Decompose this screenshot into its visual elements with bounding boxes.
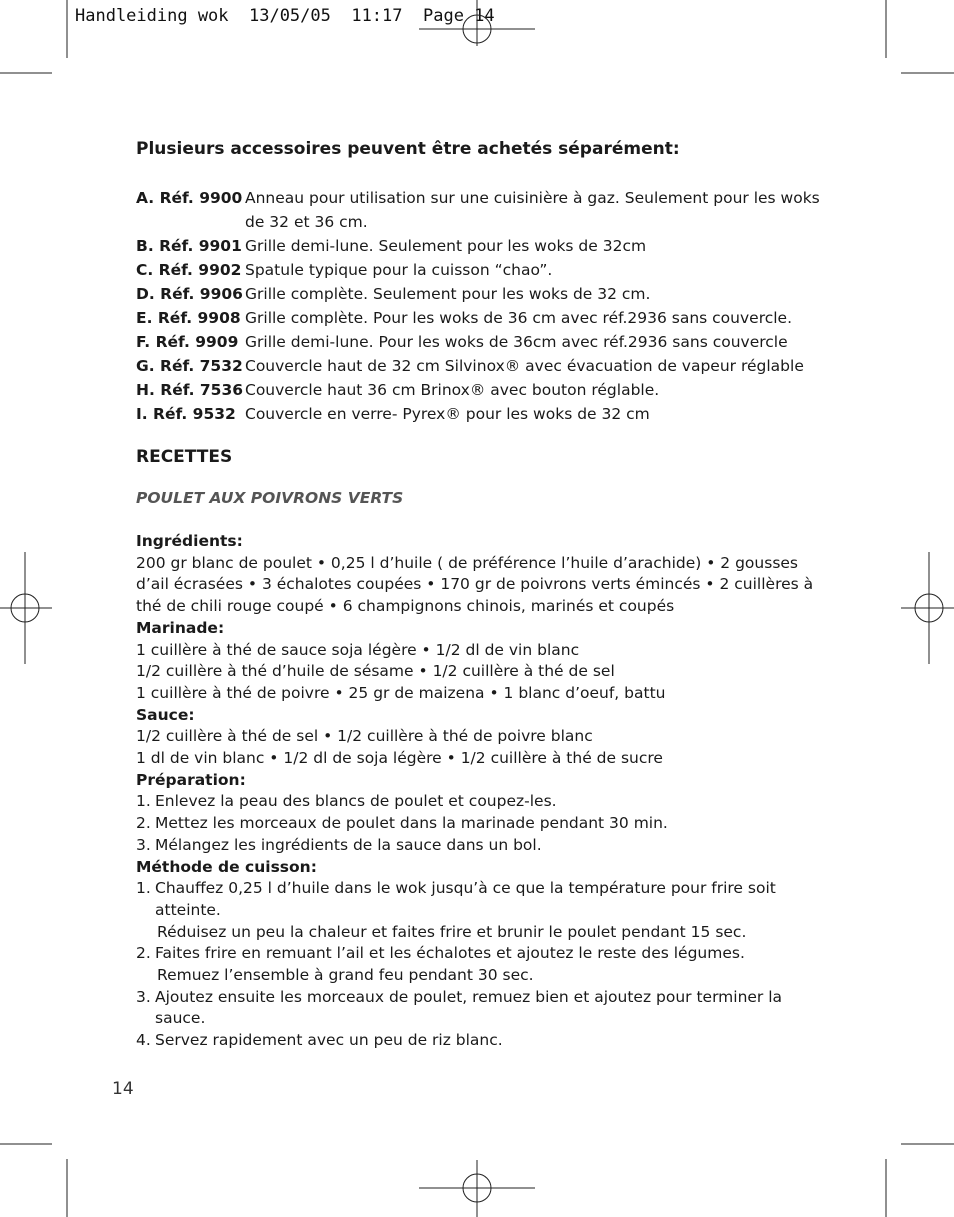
accessory-desc: Spatule typique pour la cuisson “chao”. — [245, 261, 553, 279]
accessories-heading: Plusieurs accessoires peuvent être achetés séparément: — [136, 139, 680, 159]
sauce-line: 1 dl de vin blanc • 1/2 dl de soja légère • 1/2 cuillère à thé de sucre — [136, 749, 663, 768]
accessory-desc: Grille complète. Seulement pour les woks de 32 cm. — [245, 285, 651, 303]
accessory-row — [136, 258, 826, 282]
accessory-desc: Couvercle en verre- Pyrex® pour les woks de 32 cm — [245, 405, 650, 423]
method-step: 3. Ajoutez ensuite les morceaux de poulet, remuez bien et ajoutez pour terminer la sauce. — [136, 987, 783, 1028]
method-step: 2. Faites frire en remuant l’ail et les échalotes et ajoutez le reste des légumes. — [136, 944, 745, 963]
preparation-step: 3. Mélangez les ingrédients de la sauce dans un bol. — [136, 835, 542, 854]
accessory-row — [136, 306, 826, 330]
preparation-label: Préparation: — [136, 770, 246, 789]
method-step-note: Remuez l’ensemble à grand feu pendant 30 sec. — [157, 966, 534, 985]
ingredients-line: 200 gr blanc de poulet • 0,25 l d’huile ( de préférence l’huile d’arachide) • 2 gousses — [136, 553, 799, 572]
preparation-step: 1. Enlevez la peau des blancs de poulet et coupez-les. — [136, 792, 557, 811]
marinade-line: 1 cuillère à thé de sauce soja légère • 1/2 dl de vin blanc — [136, 640, 580, 659]
method-step-note: Réduisez un peu la chaleur et faites frire et brunir le poulet pendant 15 sec. — [157, 922, 747, 941]
page-number: 14 — [112, 1079, 134, 1099]
recipes-heading: RECETTES — [136, 447, 233, 467]
accessory-ref: D. Réf. 9906 — [136, 285, 243, 303]
accessory-desc: Grille demi-lune. Pour les woks de 36cm avec réf.2936 sans couvercle — [245, 333, 788, 351]
accessory-row — [136, 402, 826, 426]
method-label: Méthode de cuisson: — [136, 857, 317, 876]
accessory-ref: H. Réf. 7536 — [136, 381, 244, 399]
accessory-row — [136, 354, 826, 378]
sauce-label: Sauce: — [136, 705, 195, 724]
marinade-label: Marinade: — [136, 618, 225, 637]
accessory-row — [136, 186, 826, 234]
ingredients-line: d’ail écrasées • 3 échalotes coupées • 170 gr de poivrons verts émincés • 2 cuillères à — [136, 575, 814, 594]
accessory-ref: E. Réf. 9908 — [136, 309, 241, 327]
recipe-body — [136, 531, 826, 1052]
accessory-desc: Couvercle haut 36 cm Brinox® avec bouton réglable. — [245, 381, 660, 399]
accessory-row — [136, 330, 826, 354]
ingredients-label: Ingrédients: — [136, 532, 243, 550]
accessory-row — [136, 234, 826, 258]
accessory-ref: I. Réf. 9532 — [136, 405, 236, 423]
accessories-list — [136, 186, 826, 426]
accessory-ref: G. Réf. 7532 — [136, 357, 243, 375]
accessory-desc: Anneau pour utilisation sur une cuisinière à gaz. Seulement pour les woks de 32 et 36 cm. — [245, 189, 820, 231]
sauce-line: 1/2 cuillère à thé de sel • 1/2 cuillère à thé de poivre blanc — [136, 727, 593, 746]
accessory-ref: A. Réf. 9900 — [136, 189, 243, 207]
method-step: 4. Servez rapidement avec un peu de riz blanc. — [136, 1031, 503, 1050]
accessory-ref: F. Réf. 9909 — [136, 333, 239, 351]
accessory-desc: Couvercle haut de 32 cm Silvinox® avec évacuation de vapeur réglable — [245, 357, 804, 375]
print-slug: Handleiding wok 13/05/05 11:17 Page 14 — [75, 6, 495, 26]
recipe-title: POULET AUX POIVRONS VERTS — [136, 489, 404, 507]
accessory-ref: B. Réf. 9901 — [136, 237, 242, 255]
marinade-line: 1 cuillère à thé de poivre • 25 gr de maizena • 1 blanc d’oeuf, battu — [136, 683, 666, 702]
accessory-desc: Grille demi-lune. Seulement pour les woks de 32cm — [245, 237, 647, 255]
accessory-ref: C. Réf. 9902 — [136, 261, 242, 279]
marinade-line: 1/2 cuillère à thé d’huile de sésame • 1/2 cuillère à thé de sel — [136, 662, 615, 681]
ingredients-line: thé de chili rouge coupé • 6 champignons chinois, marinés et coupés — [136, 597, 675, 616]
accessory-row — [136, 282, 826, 306]
accessory-row — [136, 378, 826, 402]
accessory-desc: Grille complète. Pour les woks de 36 cm avec réf.2936 sans couvercle. — [245, 309, 793, 327]
preparation-step: 2. Mettez les morceaux de poulet dans la marinade pendant 30 min. — [136, 814, 668, 833]
method-step: 1. Chauffez 0,25 l d’huile dans le wok jusqu’à ce que la température pour frire soit atteinte. — [136, 879, 776, 919]
